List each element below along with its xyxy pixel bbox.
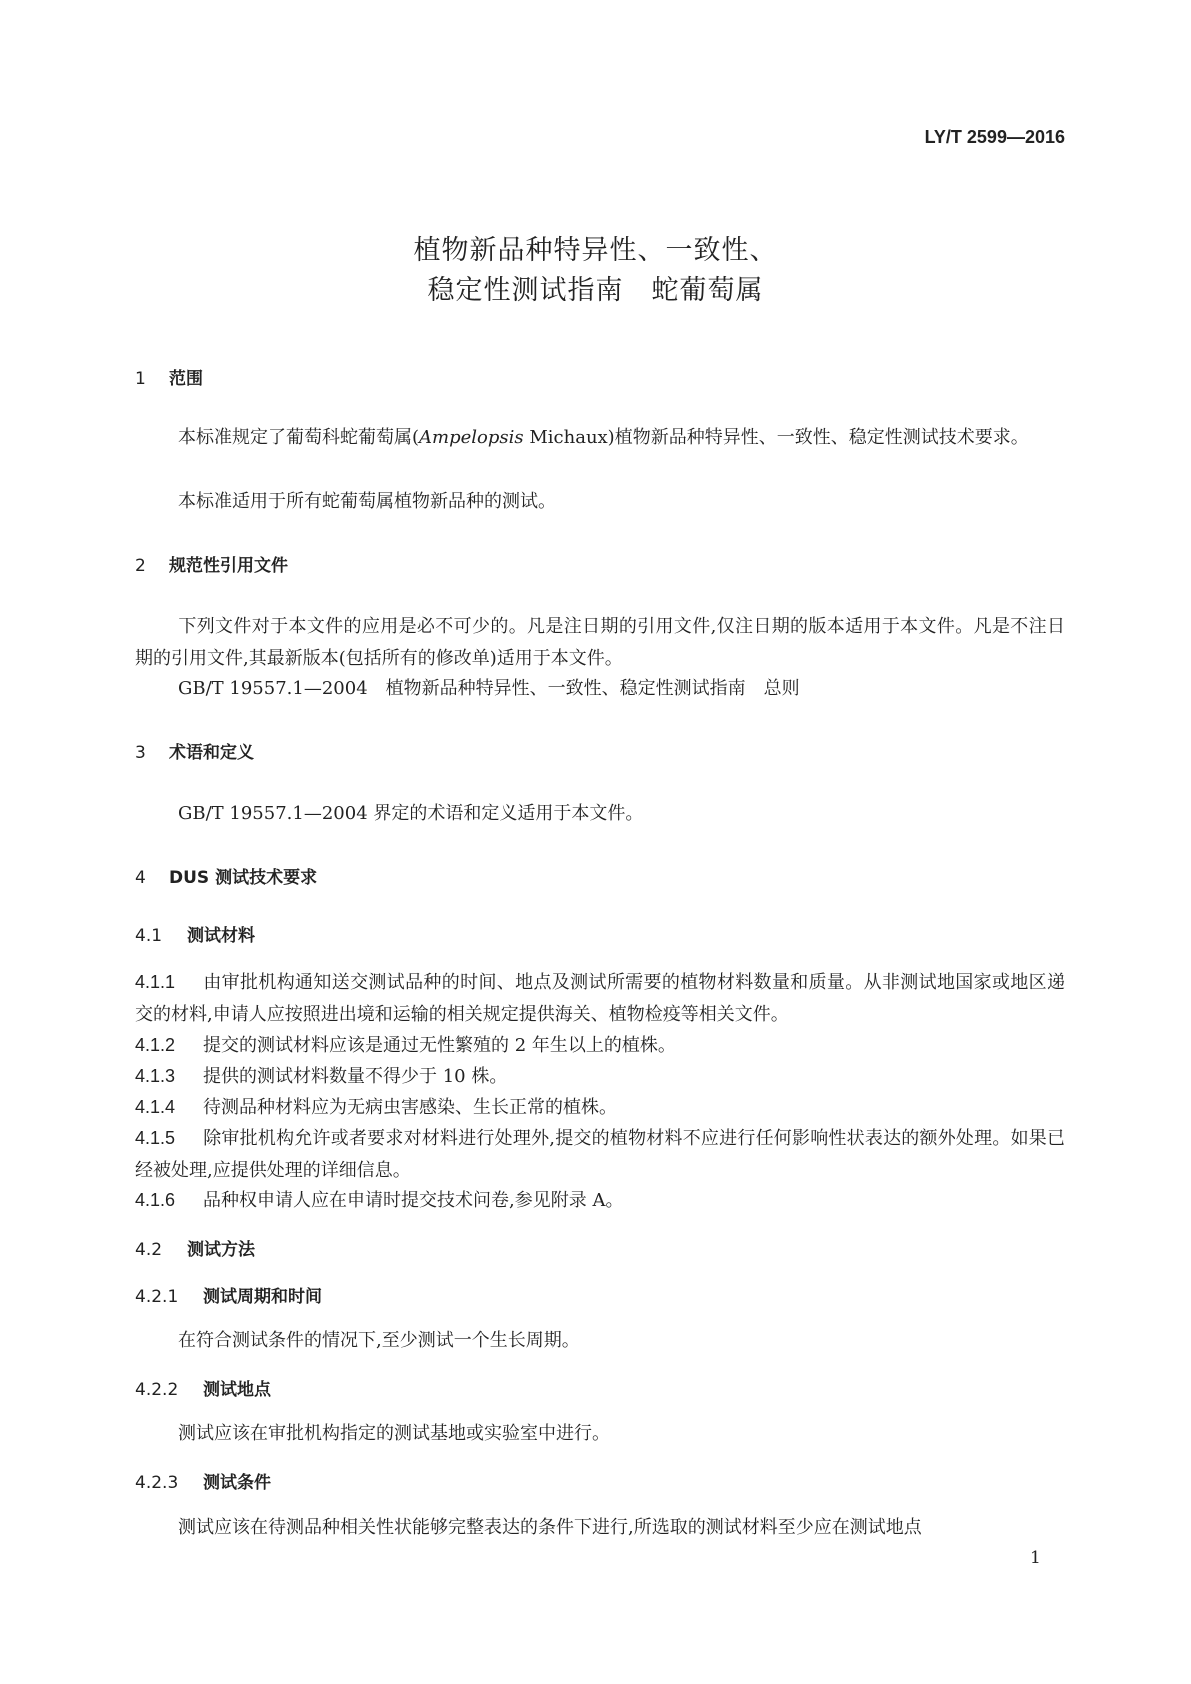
standard-number: LY/T 2599—2016 xyxy=(924,127,1065,147)
clause-4-1-1: 4.1.1 由审批机构通知送交测试品种的时间、地点及测试所需要的植物材料数量和质量。从非测试地国家或地区递交的材料,申请人应按照进出境和运输的相关规定提供海关、植物检疫等相关文件。 xyxy=(135,972,1065,1025)
section-heading-2: 2 规范性引用文件 xyxy=(135,556,288,576)
paragraph-terms: GB/T 19557.1—2004 界定的术语和定义适用于本文件。 xyxy=(178,803,644,824)
reference-item: GB/T 19557.1—2004 植物新品种特异性、一致性、稳定性测试指南 总则 xyxy=(178,678,800,699)
paragraph-test-conditions: 测试应该在待测品种相关性状能够完整表达的条件下进行,所选取的测试材料至少应在测试地点 xyxy=(178,1517,922,1538)
paragraph-test-location: 测试应该在审批机构指定的测试基地或实验室中进行。 xyxy=(178,1423,610,1444)
section-heading-4: 4 DUS 测试技术要求 xyxy=(135,868,318,888)
paragraph-normative-refs: 下列文件对于本文件的应用是必不可少的。凡是注日期的引用文件,仅注日期的版本适用于本文件。凡是不注日期的引用文件,其最新版本(包括所有的修改单)适用于本文件。 xyxy=(135,616,1065,669)
clause-4-1-3: 4.1.3 提供的测试材料数量不得少于 10 株。 xyxy=(135,1066,508,1087)
section-heading-4-2-1: 4.2.1 测试周期和时间 xyxy=(135,1287,322,1307)
document-title-line-1: 植物新品种特异性、一致性、 xyxy=(413,235,778,266)
latin-genus: Ampelopsis xyxy=(419,427,524,448)
page-number: 1 xyxy=(1030,1548,1041,1568)
section-heading-4-2-2: 4.2.2 测试地点 xyxy=(135,1380,271,1400)
section-heading-1: 1 范围 xyxy=(135,369,203,389)
section-heading-3: 3 术语和定义 xyxy=(135,743,254,763)
clause-4-1-5: 4.1.5 除审批机构允许或者要求对材料进行处理外,提交的植物材料不应进行任何影响性状表达的额外处理。如果已经被处理,应提供处理的详细信息。 xyxy=(135,1128,1065,1181)
section-heading-4-2-3: 4.2.3 测试条件 xyxy=(135,1473,271,1493)
section-heading-4-2: 4.2 测试方法 xyxy=(135,1240,255,1260)
document-title-line-2: 稳定性测试指南 蛇葡萄属 xyxy=(427,275,764,306)
section-heading-4-1: 4.1 测试材料 xyxy=(135,926,255,946)
paragraph-scope: 本标准规定了葡萄科蛇葡萄属(Ampelopsis Michaux)植物新品种特异性、一致性、稳定性测试技术要求。 xyxy=(178,427,1029,448)
paragraph-applicability: 本标准适用于所有蛇葡萄属植物新品种的测试。 xyxy=(178,491,556,512)
clause-4-1-2: 4.1.2 提交的测试材料应该是通过无性繁殖的 2 年生以上的植株。 xyxy=(135,1035,676,1056)
clause-4-1-6: 4.1.6 品种权申请人应在申请时提交技术问卷,参见附录 A。 xyxy=(135,1190,624,1211)
paragraph-test-period: 在符合测试条件的情况下,至少测试一个生长周期。 xyxy=(178,1330,580,1351)
clause-4-1-4: 4.1.4 待测品种材料应为无病虫害感染、生长正常的植株。 xyxy=(135,1097,617,1118)
